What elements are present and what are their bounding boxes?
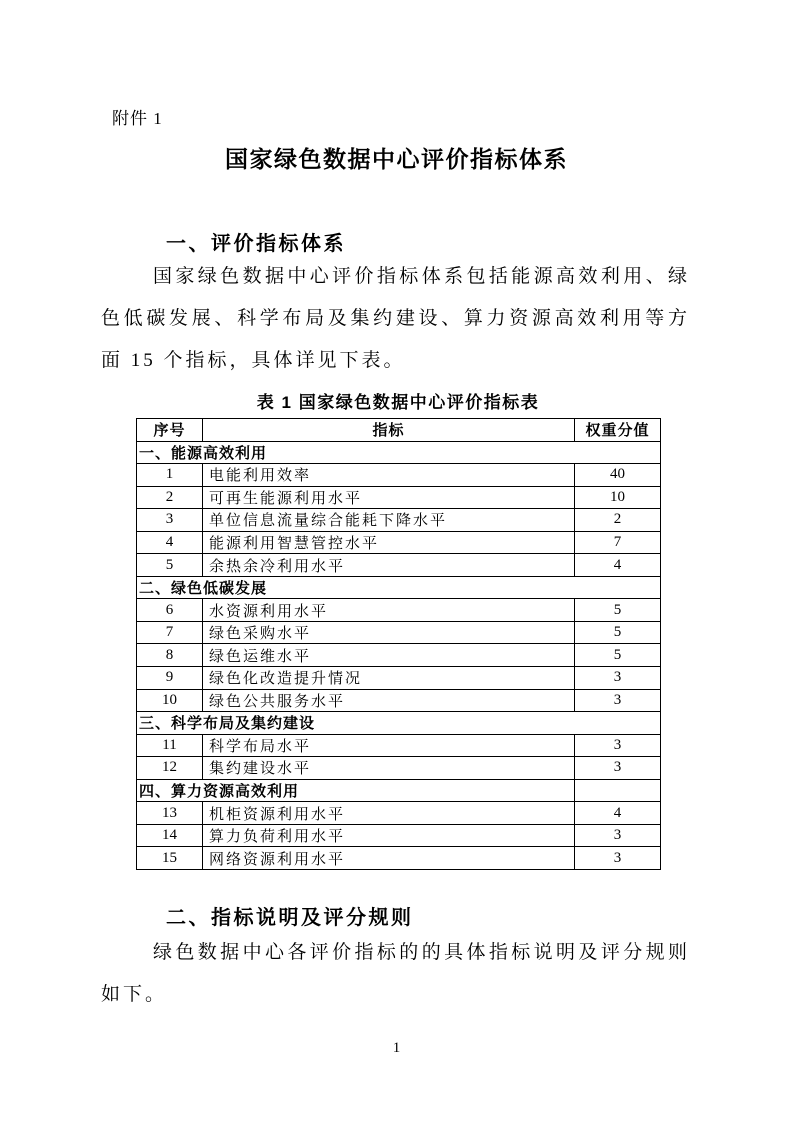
row-number-cell: 1 xyxy=(137,464,203,487)
document-title: 国家绿色数据中心评价指标体系 xyxy=(225,146,568,172)
row-number-cell: 2 xyxy=(137,486,203,509)
row-number-cell: 5 xyxy=(137,554,203,577)
weight-score-cell: 3 xyxy=(575,689,661,712)
indicator-name-cell: 绿色化改造提升情况 xyxy=(203,666,575,689)
weight-score-cell: 10 xyxy=(575,486,661,509)
indicator-table-head xyxy=(137,419,661,442)
page-number: 1 xyxy=(392,1040,401,1056)
weight-score-cell: 5 xyxy=(575,644,661,667)
indicator-table xyxy=(136,418,661,870)
table-row xyxy=(137,621,661,644)
row-number-cell: 7 xyxy=(137,621,203,644)
indicator-table-body xyxy=(137,441,661,870)
indicator-name-cell: 单位信息流量综合能耗下降水平 xyxy=(203,509,575,532)
indicator-name-cell: 余热余冷利用水平 xyxy=(203,554,575,577)
indicator-name-cell: 水资源利用水平 xyxy=(203,599,575,622)
group-title: 二、绿色低碳发展 xyxy=(137,576,661,599)
table-group-row xyxy=(137,576,661,599)
table-row xyxy=(137,464,661,487)
column-header-2: 指标 xyxy=(203,419,575,442)
group-title: 一、能源高效利用 xyxy=(137,441,661,464)
row-number-cell: 13 xyxy=(137,802,203,825)
indicator-name-cell: 绿色运维水平 xyxy=(203,644,575,667)
row-number-cell: 6 xyxy=(137,599,203,622)
row-number-cell: 8 xyxy=(137,644,203,667)
weight-score-cell: 7 xyxy=(575,531,661,554)
row-number-cell: 15 xyxy=(137,847,203,870)
table-header-row xyxy=(137,419,661,442)
weight-score-cell: 4 xyxy=(575,802,661,825)
table-row xyxy=(137,531,661,554)
attachment-label: 附件 1 xyxy=(112,109,163,128)
table-row xyxy=(137,757,661,780)
table-row xyxy=(137,509,661,532)
section-2-paragraph: 绿色数据中心各评价指标的的具体指标说明及评分规则如下。 xyxy=(101,942,690,1005)
weight-score-cell: 2 xyxy=(575,509,661,532)
weight-score-cell: 3 xyxy=(575,824,661,847)
section-1-paragraph: 国家绿色数据中心评价指标体系包括能源高效利用、绿色低碳发展、科学布局及集约建设、算力资源高效利用等方面 15 个指标，具体详见下表。 xyxy=(101,266,690,371)
table-row xyxy=(137,644,661,667)
table-group-row xyxy=(137,712,661,735)
row-number-cell: 11 xyxy=(137,734,203,757)
table-row xyxy=(137,802,661,825)
weight-score-cell: 5 xyxy=(575,621,661,644)
table-row xyxy=(137,599,661,622)
table-row xyxy=(137,554,661,577)
row-number-cell: 14 xyxy=(137,824,203,847)
weight-score-cell: 3 xyxy=(575,666,661,689)
indicator-name-cell: 绿色采购水平 xyxy=(203,621,575,644)
table-row xyxy=(137,847,661,870)
indicator-name-cell: 电能利用效率 xyxy=(203,464,575,487)
row-number-cell: 3 xyxy=(137,509,203,532)
table-group-row xyxy=(137,441,661,464)
weight-score-cell: 3 xyxy=(575,847,661,870)
indicator-name-cell: 机柜资源利用水平 xyxy=(203,802,575,825)
row-number-cell: 12 xyxy=(137,757,203,780)
row-number-cell: 9 xyxy=(137,666,203,689)
indicator-name-cell: 科学布局水平 xyxy=(203,734,575,757)
column-header-1: 序号 xyxy=(137,419,203,442)
row-number-cell: 4 xyxy=(137,531,203,554)
weight-score-cell: 40 xyxy=(575,464,661,487)
table-row xyxy=(137,666,661,689)
section-2-heading: 二、指标说明及评分规则 xyxy=(166,907,414,929)
section-1-heading: 一、评价指标体系 xyxy=(166,233,346,255)
table-row xyxy=(137,734,661,757)
row-number-cell: 10 xyxy=(137,689,203,712)
table-row xyxy=(137,689,661,712)
indicator-name-cell: 绿色公共服务水平 xyxy=(203,689,575,712)
indicator-name-cell: 能源利用智慧管控水平 xyxy=(203,531,575,554)
table-row xyxy=(137,486,661,509)
group-title: 三、科学布局及集约建设 xyxy=(137,712,661,735)
table-group-row xyxy=(137,779,661,802)
group-title: 四、算力资源高效利用 xyxy=(137,779,575,802)
weight-score-cell: 3 xyxy=(575,757,661,780)
indicator-name-cell: 集约建设水平 xyxy=(203,757,575,780)
table-caption: 表 1 国家绿色数据中心评价指标表 xyxy=(256,393,540,412)
weight-score-cell: 3 xyxy=(575,734,661,757)
group-weight-empty-cell xyxy=(575,779,661,802)
weight-score-cell: 5 xyxy=(575,599,661,622)
column-header-3: 权重分值 xyxy=(575,419,661,442)
table-row xyxy=(137,824,661,847)
weight-score-cell: 4 xyxy=(575,554,661,577)
indicator-name-cell: 可再生能源利用水平 xyxy=(203,486,575,509)
indicator-name-cell: 算力负荷利用水平 xyxy=(203,824,575,847)
indicator-name-cell: 网络资源利用水平 xyxy=(203,847,575,870)
